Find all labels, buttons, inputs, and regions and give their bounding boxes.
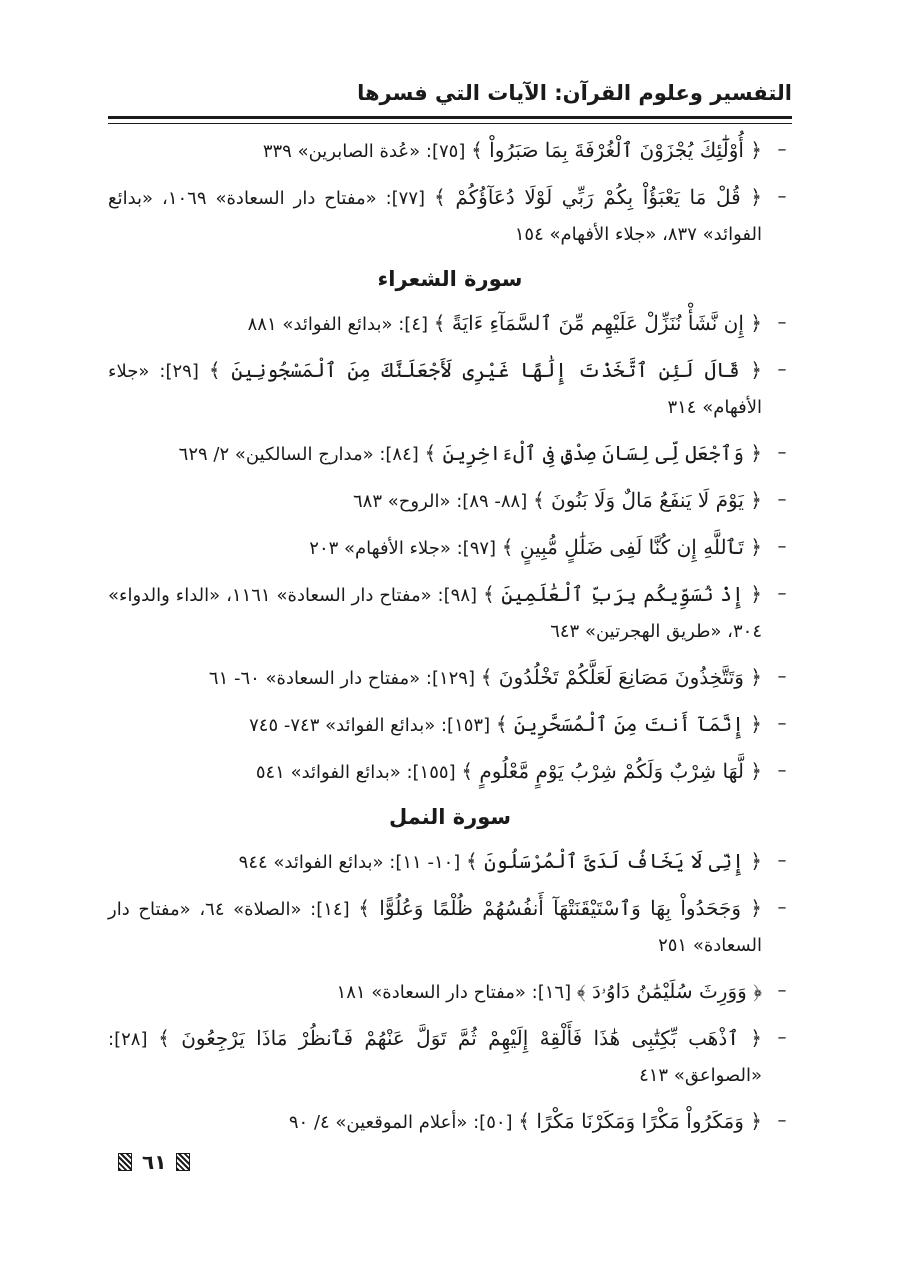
ornament-left-icon (118, 1153, 132, 1171)
verse-reference: [٧٧]: «مفتاح دار السعادة» ١٠٦٩، «بدائع الفوائد» ٨٣٧، «جلاء الأفهام» ١٥٤ (108, 188, 762, 245)
verse-text: ﴿ إِنِّى لَا يَخَافُ لَدَىَّ ٱلْمُرْسَلُونَ ﴾ (466, 849, 762, 873)
verse-text: ﴿ لَّهَا شِرْبٌ وَلَكُمْ شِرْبُ يَوْمٍ مَّعْلُومٍ ﴾ (461, 759, 762, 783)
verse-entry (108, 305, 792, 343)
entry-dash-icon: – (777, 666, 787, 687)
verse-reference: [٨٨- ٨٩]: «الروح» ٦٨٣ (353, 491, 533, 512)
entry-dash-icon: – (777, 186, 787, 207)
verse-reference: [١٥٣]: «بدائع الفوائد» ٧٤٣- ٧٤٥ (249, 715, 496, 736)
header-double-rule (108, 116, 792, 124)
entry-dash-icon: – (777, 442, 787, 463)
entry-dash-icon: – (777, 850, 787, 871)
verse-entry (108, 753, 792, 791)
verse-entry (108, 132, 792, 170)
verse-reference: [١٤]: «الصلاة» ٦٤، «مفتاح دار السعادة» ٢٥١ (108, 899, 762, 956)
entry-dash-icon: – (777, 1027, 787, 1048)
verse-reference: [٥٠]: «أعلام الموقعين» ٤/ ٩٠ (288, 1112, 519, 1133)
verse-reference: [١٦]: «مفتاح دار السعادة» ١٨١ (336, 982, 577, 1003)
verse-text: ﴿ يَوْمَ لَا يَنفَعُ مَالٌ وَلَا بَنُونَ ﴾ (532, 488, 762, 512)
verse-reference: [٩٧]: «جلاء الأفهام» ٢٠٣ (309, 538, 502, 559)
verse-reference: [٢٨]: «الصواعق» ٤١٣ (108, 1029, 762, 1086)
entry-dash-icon: – (777, 760, 787, 781)
surah-heading: سورة الشعراء (377, 267, 523, 291)
verse-text: ﴿ وَتَتَّخِذُونَ مَصَانِعَ لَعَلَّكُمْ تَخْلُدُونَ ﴾ (480, 665, 762, 689)
verse-text: ﴿ وَوَرِثَ سُلَيْمَٰنُ دَاوُۥدَ ﴾ (576, 979, 762, 1003)
verse-text: ﴿ وَٱجْعَل لِّى لِسَانَ صِدْقٍ فِى ٱلْءَاخِرِينَ ﴾ (424, 441, 762, 465)
verse-reference: [٧٥]: «عُدة الصابرين» ٣٣٩ (262, 141, 472, 162)
entry-dash-icon: – (777, 312, 787, 333)
verse-entry (108, 890, 792, 964)
index-content (108, 132, 792, 1150)
verse-text: ﴿ إِذْ نُسَوِّيكُم بِرَبِّ ٱلْعَٰلَمِينَ ﴾ (482, 582, 762, 606)
entry-dash-icon: – (777, 139, 787, 160)
verse-entry (108, 352, 792, 426)
ornament-right-icon (176, 1153, 190, 1171)
verse-entry (108, 435, 792, 473)
entry-dash-icon: – (777, 980, 787, 1001)
verse-text: ﴿ وَمَكَرُواْ مَكْرًا وَمَكَرْنَا مَكْرًا ﴾ (518, 1109, 762, 1133)
verse-reference: [٢٩]: «جلاء الأفهام» ٣١٤ (108, 361, 762, 418)
surah-heading: سورة النمل (388, 805, 512, 829)
page-number: ٦١ (142, 1150, 167, 1174)
verse-entry (108, 179, 792, 253)
verse-text: ﴿ تَٱللَّهِ إِن كُنَّا لَفِى ضَلَٰلٍ مُّبِينٍ ﴾ (501, 535, 762, 559)
verse-reference: [٤]: «بدائع الفوائد» ٨٨١ (247, 314, 434, 335)
verse-entry (108, 973, 792, 1011)
verse-reference: [١٢٩]: «مفتاح دار السعادة» ٦٠- ٦١ (208, 668, 481, 689)
verse-entry (108, 1103, 792, 1141)
verse-text: ﴿ أُوْلَٰٓئِكَ يُجْزَوْنَ ٱلْغُرْفَةَ بِمَا صَبَرُواْ ﴾ (471, 138, 762, 162)
entry-dash-icon: – (777, 583, 787, 604)
verse-text: ﴿ إِن نَّشَأْ نُنَزِّلْ عَلَيْهِم مِّنَ ٱلسَّمَآءِ ءَايَةً ﴾ (433, 311, 762, 335)
entry-dash-icon: – (777, 359, 787, 380)
entry-dash-icon: – (777, 897, 787, 918)
verse-reference: [١٥٥]: «بدائع الفوائد» ٥٤١ (255, 762, 462, 783)
verse-reference: [٨٤]: «مدارج السالكين» ٢/ ٦٢٩ (178, 444, 425, 465)
verse-text: ﴿ إِنَّمَآ أَنتَ مِنَ ٱلْمُسَحَّرِينَ ﴾ (495, 712, 762, 736)
verse-entry (108, 576, 792, 650)
verse-entry (108, 1020, 792, 1094)
verse-text: ﴿ قَالَ لَئِنِ ٱتَّخَذْتَ إِلَٰهًا غَيْرِى لَأَجْعَلَنَّكَ مِنَ ٱلْمَسْجُونِينَ ﴾ (208, 358, 763, 382)
verse-text: ﴿ وَجَحَدُواْ بِهَا وَٱسْتَيْقَنَتْهَآ أَنفُسُهُمْ ظُلْمًا وَعُلُوًّا ﴾ (358, 896, 763, 920)
verse-reference: [٩٨]: «مفتاح دار السعادة» ١١٦١، «الداء والدواء» ٣٠٤، «طريق الهجرتين» ٦٤٣ (108, 585, 762, 642)
verse-entry (108, 529, 792, 567)
verse-reference: [١٠- ١١]: «بدائع الفوائد» ٩٤٤ (238, 852, 467, 873)
entry-dash-icon: – (777, 713, 787, 734)
verse-entry (108, 482, 792, 520)
verse-text: ﴿ قُلْ مَا يَعْبَؤُاْ بِكُمْ رَبِّي لَوْلَا دُعَآؤُكُمْ ﴾ (434, 185, 762, 209)
verse-entry (108, 659, 792, 697)
entry-dash-icon: – (777, 1110, 787, 1131)
entry-dash-icon: – (777, 536, 787, 557)
page-footer (118, 1150, 190, 1174)
running-header: التفسير وعلوم القرآن: الآيات التي فسرها (357, 81, 792, 105)
verse-entry (108, 706, 792, 744)
entry-dash-icon: – (777, 489, 787, 510)
verse-text: ﴿ ٱذْهَب بِّكِتَٰبِى هَٰذَا فَأَلْقِهْ إِلَيْهِمْ ثُمَّ تَوَلَّ عَنْهُمْ فَٱنظُرْ مَاذَا يَرْجِعُونَ ﴾ (158, 1026, 762, 1050)
verse-entry (108, 843, 792, 881)
